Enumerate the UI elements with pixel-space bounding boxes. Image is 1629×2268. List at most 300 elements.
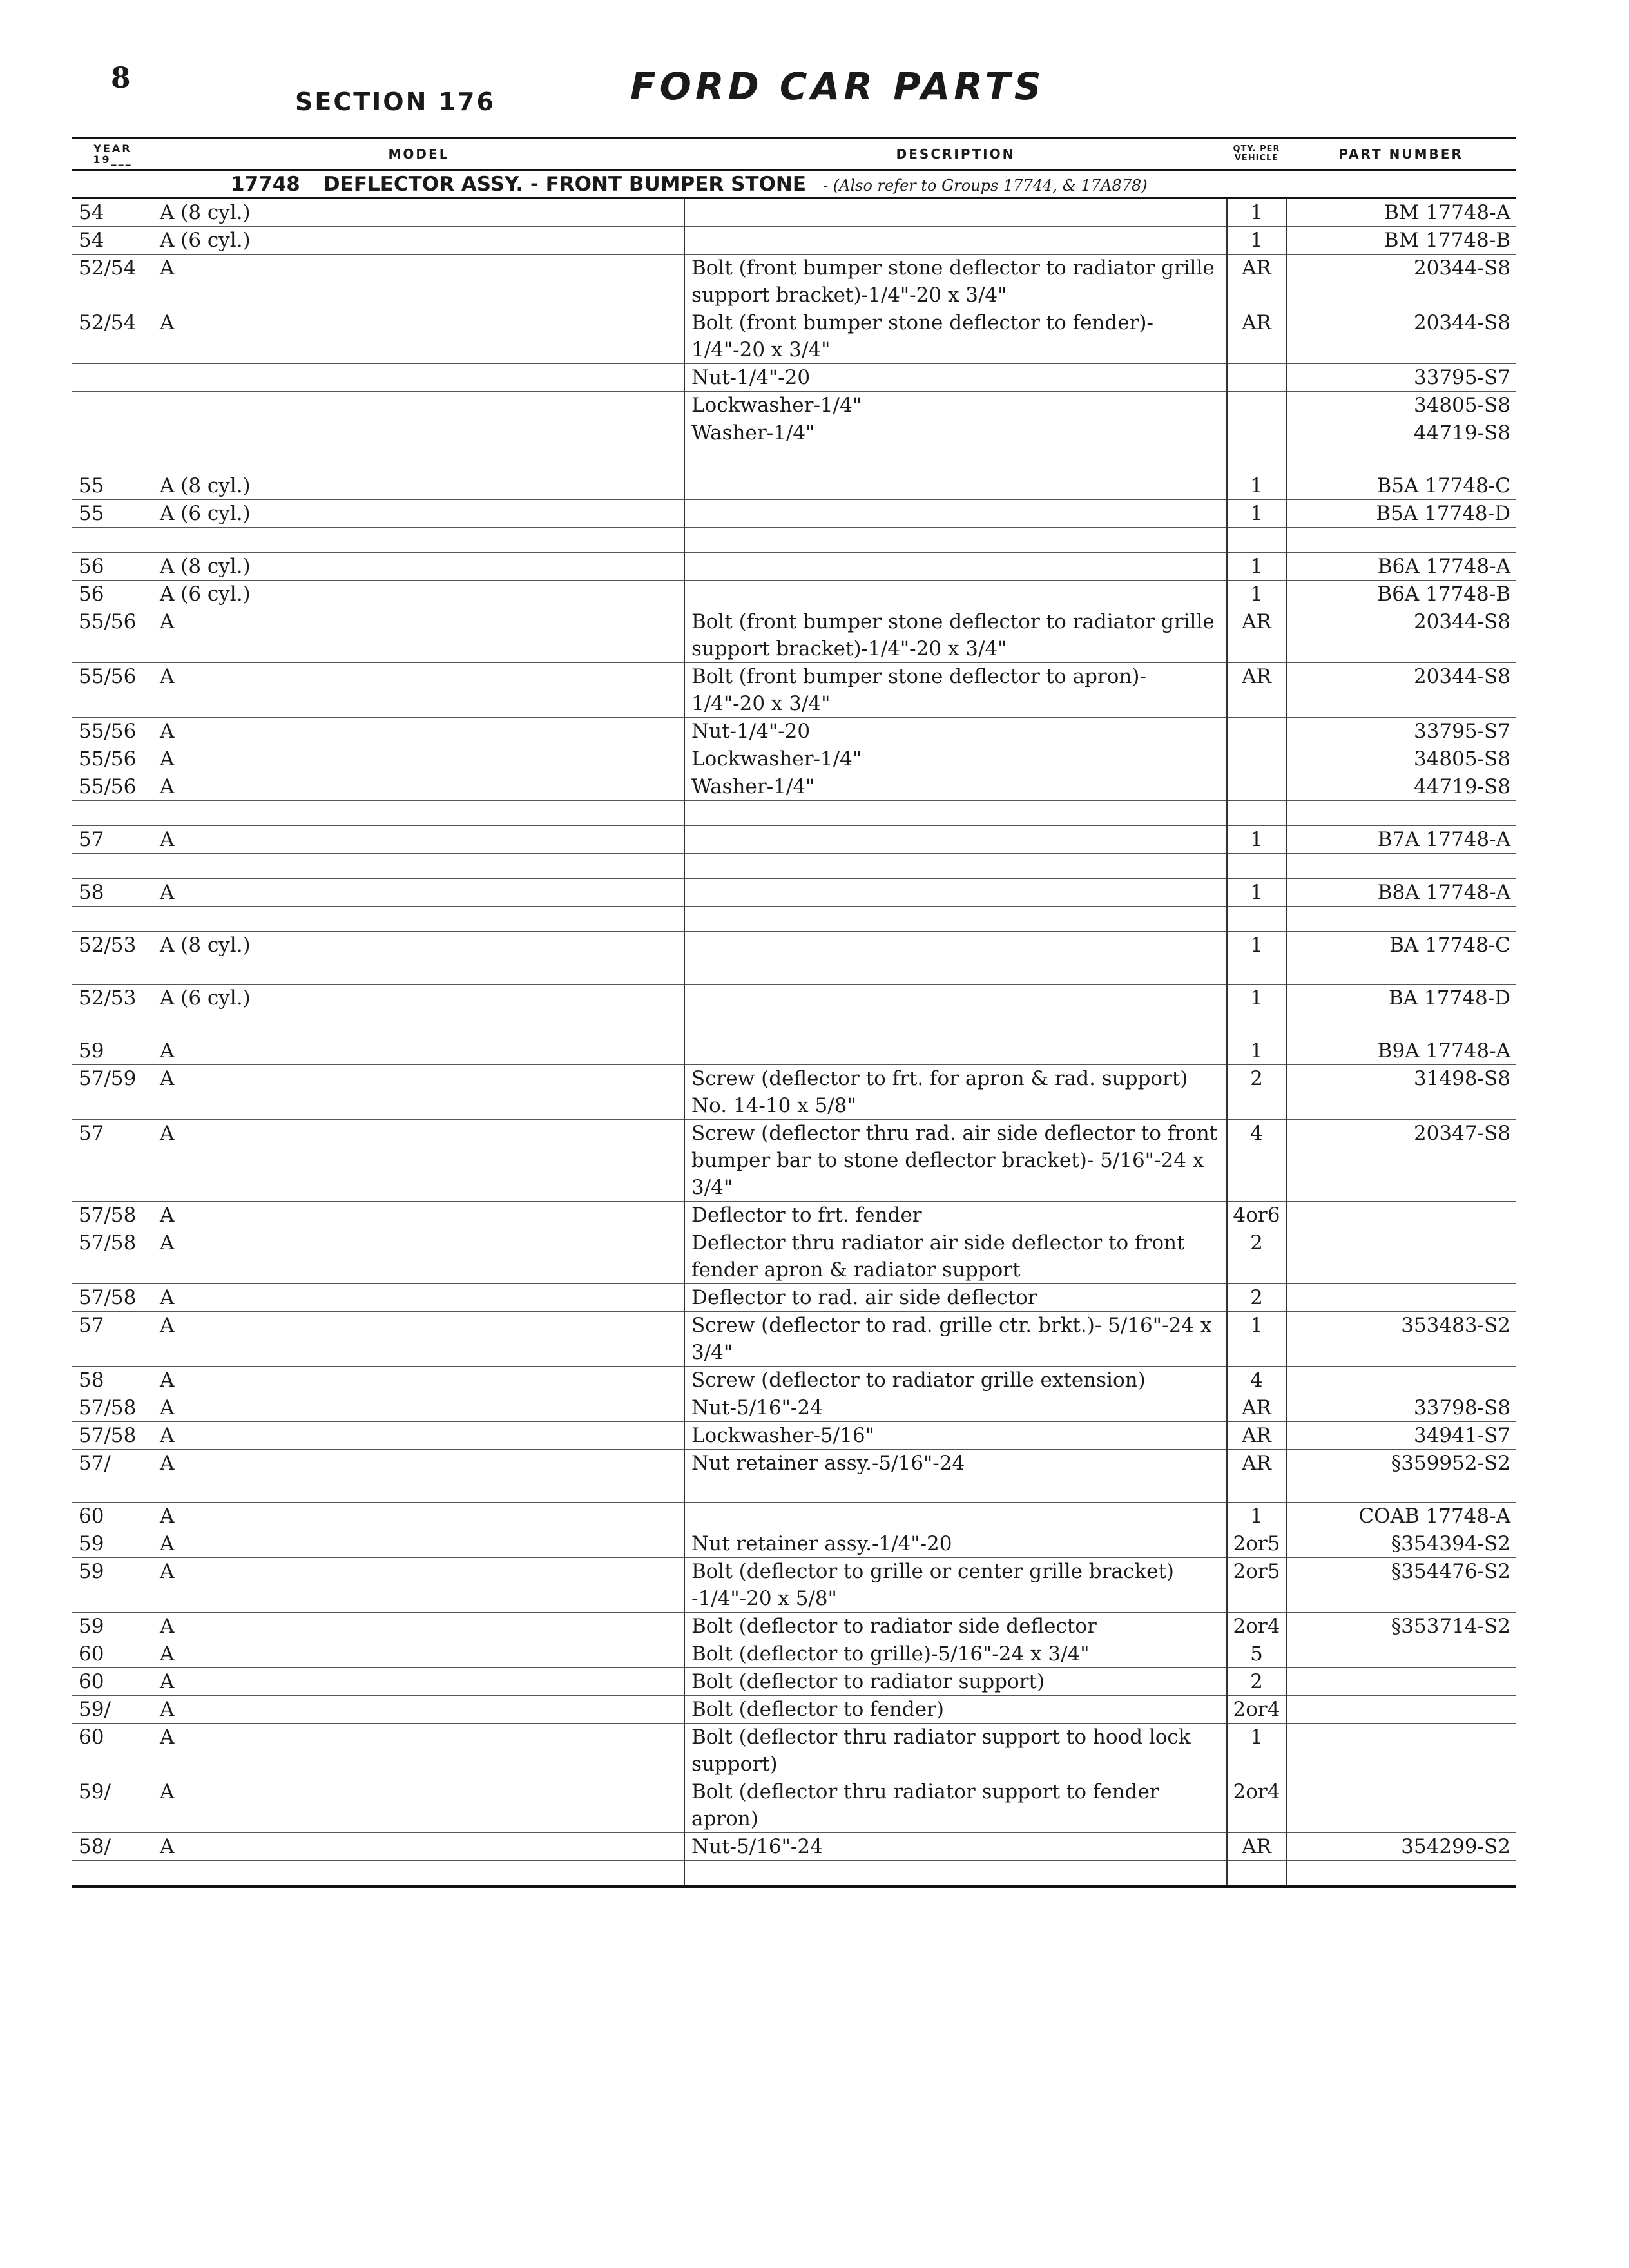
part-number-cell: B5A 17748-C <box>1286 472 1516 500</box>
empty-cell <box>684 854 1227 879</box>
empty-cell <box>72 1477 153 1503</box>
model-cell: A <box>153 608 684 663</box>
empty-cell <box>684 1861 1227 1887</box>
table-row <box>72 1558 1516 1613</box>
table-header-row <box>72 138 1516 170</box>
table-row <box>72 1065 1516 1120</box>
description-cell <box>684 500 1227 528</box>
table-row <box>72 1503 1516 1530</box>
qty-cell: AR <box>1227 663 1286 718</box>
model-cell: A <box>153 1503 684 1530</box>
part-number-cell: B9A 17748-A <box>1286 1037 1516 1065</box>
table-row <box>72 1367 1516 1394</box>
description-cell <box>684 1037 1227 1065</box>
table-row <box>72 932 1516 959</box>
year-cell: 55/56 <box>72 773 153 801</box>
table-row <box>72 1530 1516 1558</box>
table-row <box>72 1120 1516 1202</box>
description-cell: Bolt (deflector thru radiator support to hood lock support) <box>684 1724 1227 1778</box>
qty-cell <box>1227 718 1286 745</box>
year-cell: 52/54 <box>72 309 153 364</box>
table-row <box>72 255 1516 309</box>
part-number-cell: BM 17748-A <box>1286 198 1516 227</box>
year-cell: 59 <box>72 1558 153 1613</box>
year-cell: 56 <box>72 553 153 581</box>
empty-cell <box>1227 959 1286 985</box>
empty-cell <box>153 447 684 472</box>
model-cell: A <box>153 826 684 854</box>
empty-cell <box>1286 1012 1516 1037</box>
part-number-cell: BM 17748-B <box>1286 227 1516 255</box>
year-cell: 57/58 <box>72 1284 153 1312</box>
year-cell: 60 <box>72 1724 153 1778</box>
qty-cell: 4or6 <box>1227 1202 1286 1229</box>
qty-cell <box>1227 745 1286 773</box>
empty-cell <box>1227 1012 1286 1037</box>
description-cell: Screw (deflector thru rad. air side deflector to front bumper bar to stone deflector bracket)- 5/16"-24 x 3/4" <box>684 1120 1227 1202</box>
table-row <box>72 1229 1516 1284</box>
table-row <box>72 472 1516 500</box>
model-cell: A <box>153 1450 684 1477</box>
model-cell: A <box>153 1778 684 1833</box>
part-number-cell: BA 17748-D <box>1286 985 1516 1012</box>
description-cell: Deflector thru radiator air side deflector to front fender apron & radiator support <box>684 1229 1227 1284</box>
group-heading <box>72 170 1516 198</box>
part-number-cell <box>1286 1284 1516 1312</box>
empty-cell <box>72 447 153 472</box>
part-number-cell: B6A 17748-A <box>1286 553 1516 581</box>
table-row <box>72 826 1516 854</box>
description-cell <box>684 1503 1227 1530</box>
table-row <box>72 1668 1516 1696</box>
spacer-row <box>72 1477 1516 1503</box>
empty-cell <box>153 801 684 826</box>
description-cell: Bolt (front bumper stone deflector to radiator grille support bracket)-1/4"-20 x 3/4" <box>684 608 1227 663</box>
description-cell: Nut-5/16"-24 <box>684 1833 1227 1861</box>
description-cell: Bolt (deflector to fender) <box>684 1696 1227 1724</box>
part-number-cell: 20347-S8 <box>1286 1120 1516 1202</box>
part-number-cell: 33798-S8 <box>1286 1394 1516 1422</box>
empty-cell <box>684 528 1227 553</box>
description-header: DESCRIPTION <box>684 138 1227 170</box>
part-number-cell <box>1286 1202 1516 1229</box>
empty-cell <box>1227 854 1286 879</box>
model-cell: A <box>153 1613 684 1640</box>
empty-cell <box>1286 801 1516 826</box>
qty-cell: 2 <box>1227 1668 1286 1696</box>
description-cell <box>684 227 1227 255</box>
table-row <box>72 1394 1516 1422</box>
description-cell <box>684 879 1227 907</box>
qty-cell: AR <box>1227 255 1286 309</box>
year-cell <box>72 392 153 419</box>
description-cell <box>684 985 1227 1012</box>
qty-cell: 2or4 <box>1227 1613 1286 1640</box>
qty-cell: AR <box>1227 309 1286 364</box>
description-cell: Bolt (deflector to radiator side deflector <box>684 1613 1227 1640</box>
part-number-cell: 44719-S8 <box>1286 773 1516 801</box>
qty-cell: 2 <box>1227 1065 1286 1120</box>
table-row <box>72 581 1516 608</box>
empty-cell <box>1286 1477 1516 1503</box>
description-cell: Screw (deflector to frt. for apron & rad. support) No. 14-10 x 5/8" <box>684 1065 1227 1120</box>
empty-cell <box>72 1012 153 1037</box>
model-cell: A <box>153 1229 684 1284</box>
part-number-cell: B5A 17748-D <box>1286 500 1516 528</box>
part-number-cell: 20344-S8 <box>1286 309 1516 364</box>
spacer-row <box>72 907 1516 932</box>
part-number-cell: §354394-S2 <box>1286 1530 1516 1558</box>
empty-cell <box>1227 447 1286 472</box>
empty-cell <box>1227 907 1286 932</box>
spacer-row <box>72 528 1516 553</box>
empty-cell <box>153 1012 684 1037</box>
table-row <box>72 1450 1516 1477</box>
table-row <box>72 745 1516 773</box>
empty-cell <box>1286 959 1516 985</box>
empty-cell <box>1286 1861 1516 1887</box>
model-cell: A <box>153 1120 684 1202</box>
year-cell: 57 <box>72 1120 153 1202</box>
table-row <box>72 879 1516 907</box>
empty-cell <box>684 959 1227 985</box>
model-cell <box>153 364 684 392</box>
part-number-cell: B6A 17748-B <box>1286 581 1516 608</box>
table-row <box>72 227 1516 255</box>
spacer-row <box>72 801 1516 826</box>
model-cell: A <box>153 1422 684 1450</box>
part-number-cell: 34941-S7 <box>1286 1422 1516 1450</box>
group-number: 17748 <box>231 173 300 196</box>
qty-cell: 1 <box>1227 227 1286 255</box>
table-row <box>72 1724 1516 1778</box>
qty-cell: 2or5 <box>1227 1530 1286 1558</box>
description-cell: Bolt (front bumper stone deflector to fender)- 1/4"-20 x 3/4" <box>684 309 1227 364</box>
part-number-cell: B7A 17748-A <box>1286 826 1516 854</box>
model-cell: A <box>153 663 684 718</box>
model-cell: A <box>153 1394 684 1422</box>
model-cell: A (6 cyl.) <box>153 985 684 1012</box>
table-row <box>72 1312 1516 1367</box>
year-cell: 59 <box>72 1037 153 1065</box>
table-row <box>72 718 1516 745</box>
year-cell: 54 <box>72 198 153 227</box>
description-cell: Deflector to rad. air side deflector <box>684 1284 1227 1312</box>
part-number-header: PART NUMBER <box>1286 138 1516 170</box>
qty-header-line2: VEHICLE <box>1234 153 1279 163</box>
table-row <box>72 500 1516 528</box>
empty-cell <box>1286 447 1516 472</box>
empty-cell <box>684 447 1227 472</box>
table-row <box>72 773 1516 801</box>
part-number-cell: 20344-S8 <box>1286 255 1516 309</box>
description-cell: Bolt (deflector to grille)-5/16"-24 x 3/4" <box>684 1640 1227 1668</box>
part-number-cell: B8A 17748-A <box>1286 879 1516 907</box>
part-number-cell: 353483-S2 <box>1286 1312 1516 1367</box>
table-row <box>72 1422 1516 1450</box>
empty-cell <box>1227 1477 1286 1503</box>
empty-cell <box>153 959 684 985</box>
model-cell: A <box>153 309 684 364</box>
part-number-cell <box>1286 1778 1516 1833</box>
model-cell: A <box>153 1312 684 1367</box>
table-row <box>72 1613 1516 1640</box>
year-cell: 54 <box>72 227 153 255</box>
qty-cell: 1 <box>1227 472 1286 500</box>
year-cell: 56 <box>72 581 153 608</box>
spacer-row <box>72 447 1516 472</box>
description-cell: Bolt (front bumper stone deflector to radiator grille support bracket)-1/4"-20 x 3/4" <box>684 255 1227 309</box>
year-cell: 52/53 <box>72 932 153 959</box>
qty-cell: 1 <box>1227 1037 1286 1065</box>
table-row <box>72 198 1516 227</box>
part-number-cell: 31498-S8 <box>1286 1065 1516 1120</box>
year-header <box>72 138 153 170</box>
empty-cell <box>72 1861 153 1887</box>
empty-cell <box>153 1861 684 1887</box>
year-cell <box>72 364 153 392</box>
model-cell: A <box>153 1558 684 1613</box>
group-note: - (Also refer to Groups 17744, & 17A878) <box>823 177 1148 195</box>
description-cell <box>684 553 1227 581</box>
part-number-cell: 354299-S2 <box>1286 1833 1516 1861</box>
year-cell: 60 <box>72 1640 153 1668</box>
description-cell: Nut-5/16"-24 <box>684 1394 1227 1422</box>
empty-cell <box>153 907 684 932</box>
description-cell: Nut retainer assy.-1/4"-20 <box>684 1530 1227 1558</box>
year-cell: 52/54 <box>72 255 153 309</box>
description-cell: Bolt (deflector to grille or center grille bracket) -1/4"-20 x 5/8" <box>684 1558 1227 1613</box>
table-row <box>72 309 1516 364</box>
year-cell: 58 <box>72 879 153 907</box>
qty-cell: 1 <box>1227 553 1286 581</box>
model-cell: A <box>153 1037 684 1065</box>
qty-cell <box>1227 419 1286 447</box>
qty-cell <box>1227 773 1286 801</box>
empty-cell <box>72 854 153 879</box>
empty-cell <box>72 801 153 826</box>
qty-cell: AR <box>1227 1394 1286 1422</box>
description-cell: Lockwasher-5/16" <box>684 1422 1227 1450</box>
qty-header <box>1227 138 1286 170</box>
part-number-cell <box>1286 1640 1516 1668</box>
empty-cell <box>153 1477 684 1503</box>
empty-cell <box>684 1477 1227 1503</box>
description-cell: Lockwasher-1/4" <box>684 745 1227 773</box>
spacer-row <box>72 959 1516 985</box>
qty-header-line1: QTY. PER <box>1233 144 1280 154</box>
part-number-cell <box>1286 1724 1516 1778</box>
model-cell <box>153 392 684 419</box>
description-cell: Screw (deflector to radiator grille extension) <box>684 1367 1227 1394</box>
part-number-cell: COAB 17748-A <box>1286 1503 1516 1530</box>
empty-cell <box>1286 854 1516 879</box>
part-number-cell: BA 17748-C <box>1286 932 1516 959</box>
empty-cell <box>684 801 1227 826</box>
qty-cell: 2or5 <box>1227 1558 1286 1613</box>
model-cell: A (8 cyl.) <box>153 932 684 959</box>
qty-cell: AR <box>1227 1450 1286 1477</box>
qty-cell: 1 <box>1227 198 1286 227</box>
qty-cell: AR <box>1227 608 1286 663</box>
table-row <box>72 364 1516 392</box>
model-cell <box>153 419 684 447</box>
table-row <box>72 1284 1516 1312</box>
qty-cell: AR <box>1227 1833 1286 1861</box>
table-row <box>72 419 1516 447</box>
qty-cell: 2or4 <box>1227 1778 1286 1833</box>
description-cell: Bolt (deflector thru radiator support to fender apron) <box>684 1778 1227 1833</box>
model-cell: A <box>153 1202 684 1229</box>
parts-table-body <box>72 170 1516 1887</box>
empty-cell <box>684 907 1227 932</box>
qty-cell: 1 <box>1227 1724 1286 1778</box>
part-number-cell: 34805-S8 <box>1286 392 1516 419</box>
group-name: DEFLECTOR ASSY. - FRONT BUMPER STONE <box>323 173 807 196</box>
empty-cell <box>1227 801 1286 826</box>
qty-cell: 1 <box>1227 932 1286 959</box>
part-number-cell: 20344-S8 <box>1286 663 1516 718</box>
year-cell: 57/58 <box>72 1394 153 1422</box>
description-cell <box>684 932 1227 959</box>
year-cell: 55 <box>72 472 153 500</box>
spacer-row <box>72 1012 1516 1037</box>
empty-cell <box>153 528 684 553</box>
empty-cell <box>72 959 153 985</box>
year-cell: 58/ <box>72 1833 153 1861</box>
qty-cell: 1 <box>1227 879 1286 907</box>
model-cell: A <box>153 1668 684 1696</box>
table-row <box>72 1640 1516 1668</box>
part-number-cell: 33795-S7 <box>1286 364 1516 392</box>
year-cell: 57/58 <box>72 1229 153 1284</box>
year-cell: 55/56 <box>72 663 153 718</box>
qty-cell: 1 <box>1227 1503 1286 1530</box>
part-number-cell: §359952-S2 <box>1286 1450 1516 1477</box>
year-cell: 57 <box>72 1312 153 1367</box>
empty-cell <box>1227 528 1286 553</box>
year-cell: 58 <box>72 1367 153 1394</box>
model-header: MODEL <box>153 138 684 170</box>
qty-cell: 5 <box>1227 1640 1286 1668</box>
table-row <box>72 1037 1516 1065</box>
year-cell: 59 <box>72 1530 153 1558</box>
spacer-row <box>72 854 1516 879</box>
parts-table <box>72 137 1516 1888</box>
qty-cell: 2or4 <box>1227 1696 1286 1724</box>
model-cell: A <box>153 879 684 907</box>
empty-cell <box>1286 528 1516 553</box>
spacer-row <box>72 1861 1516 1887</box>
part-number-cell <box>1286 1696 1516 1724</box>
model-cell: A <box>153 718 684 745</box>
model-cell: A <box>153 1530 684 1558</box>
model-cell: A <box>153 1724 684 1778</box>
qty-cell: 1 <box>1227 500 1286 528</box>
part-number-cell: §353714-S2 <box>1286 1613 1516 1640</box>
qty-cell: 1 <box>1227 1312 1286 1367</box>
year-cell <box>72 419 153 447</box>
description-cell <box>684 826 1227 854</box>
empty-cell <box>72 528 153 553</box>
description-cell <box>684 472 1227 500</box>
table-row <box>72 663 1516 718</box>
model-cell: A (6 cyl.) <box>153 227 684 255</box>
year-cell: 52/53 <box>72 985 153 1012</box>
model-cell: A <box>153 1065 684 1120</box>
model-cell: A (8 cyl.) <box>153 198 684 227</box>
model-cell: A <box>153 1640 684 1668</box>
table-row <box>72 1833 1516 1861</box>
page-number: 8 <box>111 62 131 95</box>
description-cell: Deflector to frt. fender <box>684 1202 1227 1229</box>
year-cell: 57/59 <box>72 1065 153 1120</box>
table-row <box>72 1778 1516 1833</box>
empty-cell <box>684 1012 1227 1037</box>
part-number-cell <box>1286 1668 1516 1696</box>
empty-cell <box>153 854 684 879</box>
part-number-cell <box>1286 1367 1516 1394</box>
description-cell: Bolt (deflector to radiator support) <box>684 1668 1227 1696</box>
table-row <box>72 608 1516 663</box>
year-cell: 57 <box>72 826 153 854</box>
part-number-cell <box>1286 1229 1516 1284</box>
description-cell: Nut-1/4"-20 <box>684 718 1227 745</box>
description-cell: Bolt (front bumper stone deflector to apron)- 1/4"-20 x 3/4" <box>684 663 1227 718</box>
year-cell: 57/ <box>72 1450 153 1477</box>
description-cell: Screw (deflector to rad. grille ctr. brkt.)- 5/16"-24 x 3/4" <box>684 1312 1227 1367</box>
year-cell: 59/ <box>72 1696 153 1724</box>
description-cell: Lockwasher-1/4" <box>684 392 1227 419</box>
model-cell: A <box>153 773 684 801</box>
year-cell: 57/58 <box>72 1422 153 1450</box>
part-number-cell: 20344-S8 <box>1286 608 1516 663</box>
table-row <box>72 392 1516 419</box>
table-row <box>72 985 1516 1012</box>
year-cell: 57/58 <box>72 1202 153 1229</box>
description-cell: Washer-1/4" <box>684 773 1227 801</box>
empty-cell <box>72 907 153 932</box>
model-cell: A <box>153 1833 684 1861</box>
model-cell: A (6 cyl.) <box>153 500 684 528</box>
model-cell: A (8 cyl.) <box>153 553 684 581</box>
year-cell: 55 <box>72 500 153 528</box>
year-cell: 59 <box>72 1613 153 1640</box>
qty-cell: AR <box>1227 1422 1286 1450</box>
year-cell: 60 <box>72 1503 153 1530</box>
model-cell: A <box>153 1367 684 1394</box>
model-cell: A <box>153 745 684 773</box>
qty-cell: 1 <box>1227 985 1286 1012</box>
year-cell: 55/56 <box>72 608 153 663</box>
year-cell: 55/56 <box>72 718 153 745</box>
qty-cell: 1 <box>1227 826 1286 854</box>
qty-cell: 2 <box>1227 1284 1286 1312</box>
page-title: FORD CAR PARTS <box>630 64 1045 108</box>
description-cell: Nut retainer assy.-5/16"-24 <box>684 1450 1227 1477</box>
year-header-sub: 19___ <box>93 153 133 166</box>
part-number-cell: 34805-S8 <box>1286 745 1516 773</box>
model-cell: A <box>153 255 684 309</box>
section-label: SECTION 176 <box>295 88 496 116</box>
part-number-cell: 33795-S7 <box>1286 718 1516 745</box>
description-cell <box>684 581 1227 608</box>
qty-cell: 2 <box>1227 1229 1286 1284</box>
part-number-cell: §354476-S2 <box>1286 1558 1516 1613</box>
qty-cell <box>1227 392 1286 419</box>
qty-cell: 4 <box>1227 1120 1286 1202</box>
year-cell: 60 <box>72 1668 153 1696</box>
